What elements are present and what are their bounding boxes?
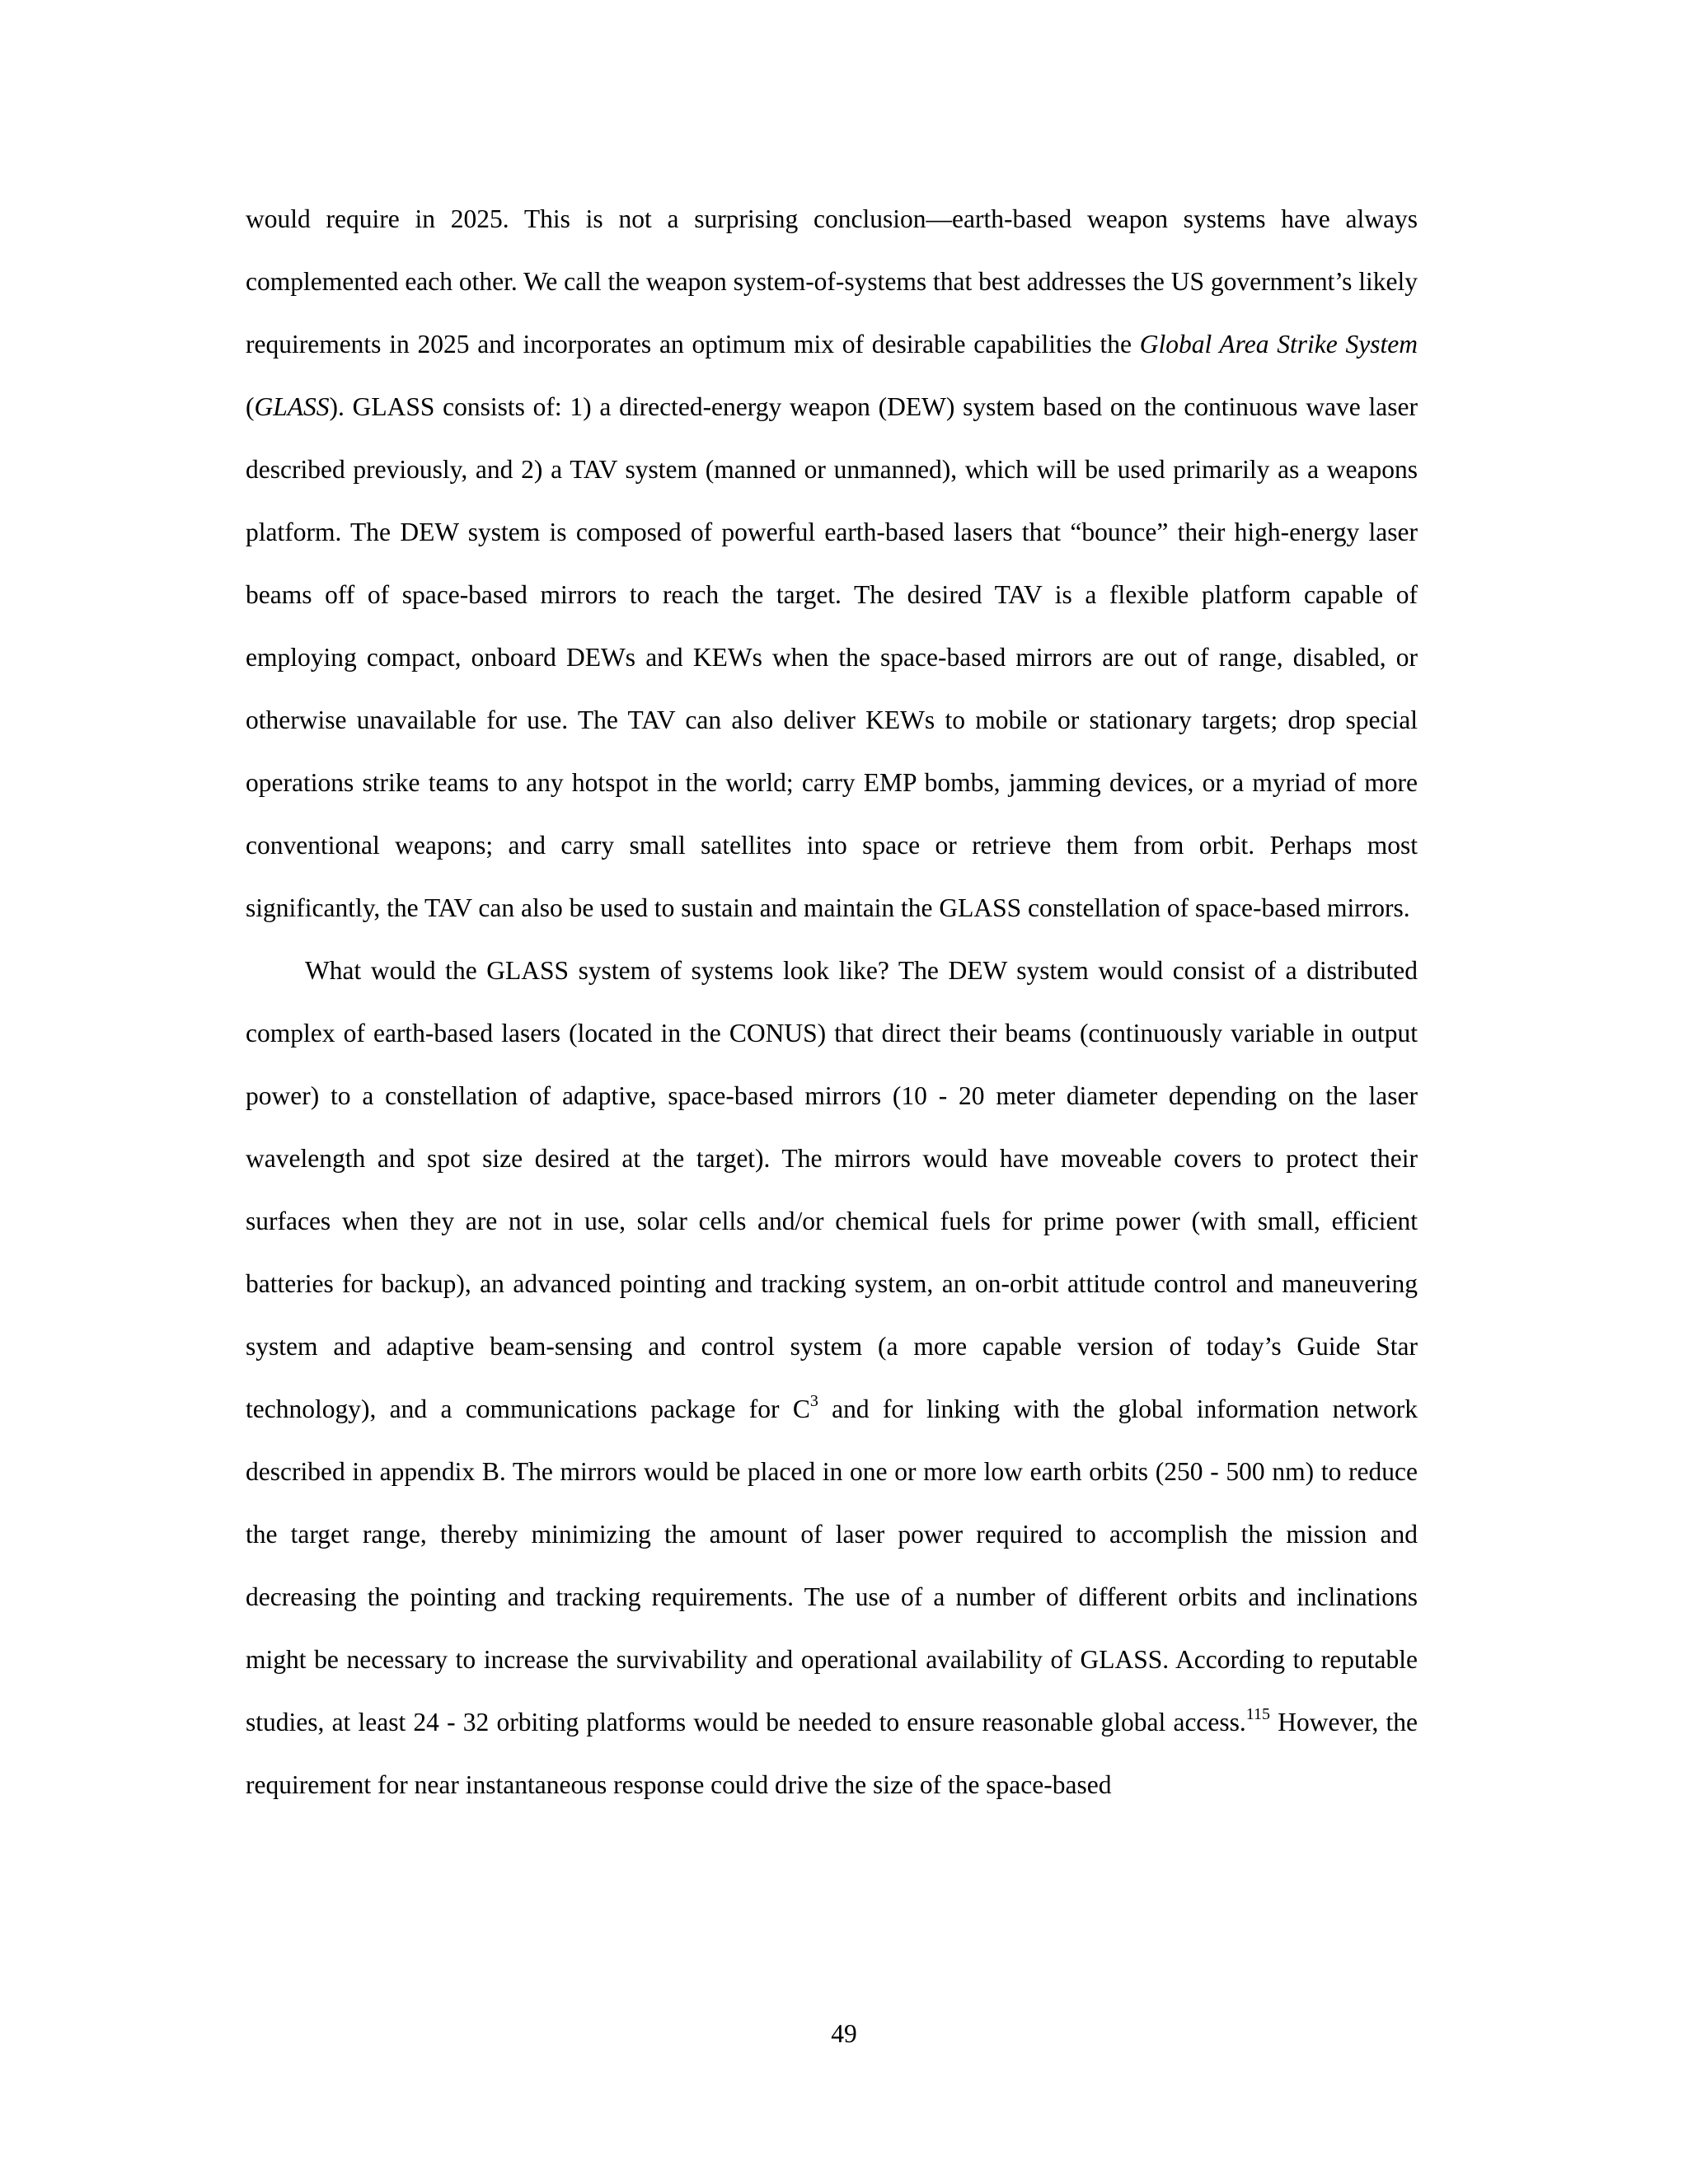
paragraph-text: ). GLASS consists of: 1) a directed-energy weapon (DEW) system based on the continuous wave laser described previously, and 2) a TAV system (manned or unmanned), which will be used primarily as a weapons platform. The DEW system is composed of powerful earth-based lasers that “bounce” their high-energy laser beams off of space-based mirrors to reach the target. The desired TAV is a flexible platform capable of employing compact, onboard DEWs and KEWs when the space-based mirrors are out of range, disabled, or otherwise unavailable for use. The TAV can also deliver KEWs to mobile or stationary targets; drop special operations strike teams to any hotspot in the world; carry EMP bombs, jamming devices, or a myriad of more conventional weapons; and carry small satellites into space or retrieve them from orbit. Perhaps most significantly, the TAV can also be used to sustain and maintain the GLASS constellation of space-based mirrors.: [246, 392, 1418, 922]
document-body: [246, 188, 1418, 1816]
italic-acronym: GLASS: [254, 392, 330, 421]
paragraph-text: What would the GLASS system of systems look like? The DEW system would consist of a distributed complex of earth-based lasers (located in the CONUS) that direct their beams (continuously variable in output power) to a constellation of adaptive, space-based mirrors (10 - 20 meter diameter depending on the laser wavelength and spot size desired at the target). The mirrors would have moveable covers to protect their surfaces when they are not in use, solar cells and/or chemical fuels for prime power (with small, efficient batteries for backup), an advanced pointing and tracking system, an on-orbit attitude control and maneuvering system and adaptive beam-sensing and control system (a more capable version of today’s Guide Star technology), and a communications package for C: [246, 956, 1418, 1423]
paragraph-text: would require in 2025. This is not a surprising conclusion—earth-based weapon systems have always complemented each other. We call the weapon system-of-systems that best addresses the US government’s likely requirements in 2025 and incorporates an optimum mix of desirable capabilities the: [246, 204, 1418, 359]
paragraph: [246, 188, 1418, 940]
italic-term: Global Area Strike System: [1139, 330, 1418, 359]
superscript: 3: [809, 1392, 818, 1410]
paragraph-text: and for linking with the global information network described in appendix B. The mirrors would be placed in one or more low earth orbits (250 - 500 nm) to reduce the target range, thereby minimizing the amount of laser power required to accomplish the mission and decreasing the pointing and tracking requirements. The use of a number of different orbits and inclinations might be necessary to increase the survivability and operational availability of GLASS. According to reputable studies, at least 24 - 32 orbiting platforms would be needed to ensure reasonable global access.: [246, 1394, 1418, 1736]
footnote-reference: 115: [1245, 1705, 1271, 1723]
paragraph-text: (: [246, 392, 255, 421]
page-number: 49: [831, 2019, 857, 2048]
paragraph-text: However, the requirement for near instantaneous response could drive the size of the space-based: [246, 1708, 1418, 1799]
paragraph: [246, 940, 1418, 1816]
